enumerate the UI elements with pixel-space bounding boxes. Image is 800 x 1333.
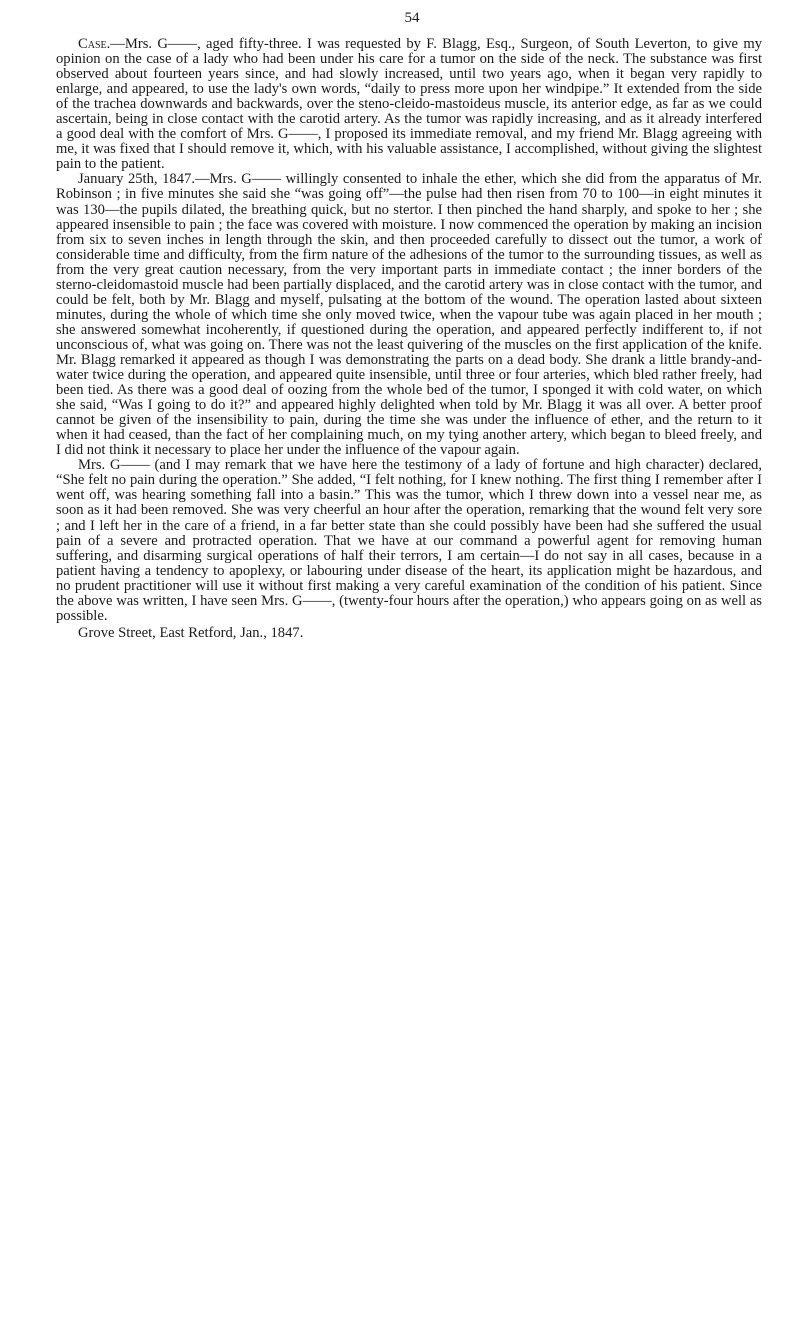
paragraph-operation (56, 172, 762, 458)
signoff-location-date: Grove Street, East Retford, Jan., 1847. (78, 624, 304, 641)
paragraph-case (56, 37, 762, 172)
paragraph-testimony (56, 458, 762, 624)
paragraph-text: Mrs. G—— (and I may remark that we have here the testimony of a lady of fortune and high character) declared, “She felt no pain during the operation.” She added, “I felt nothing, for I knew nothing. The first thing I remember after I went off, was hearing something fall into a basin.” This was the tumor, which I threw down into a vessel near me, as soon as it had been removed. She was very cheerful an hour after the operation, remarking that the wound felt very sore ; and I left her in the care of a friend, in a far better state than she could possibly have been had she suffered the usual pain of a severe and protracted operation. That we have at our command a powerful agent for removing human suffering, and disarming surgical operations of half their terrors, I am certain—I do not say in all cases, because in a patient having a tendency to apoplexy, or labouring under disease of the heart, its application might be hazardous, and no prudent practitioner will use it without first making a very careful examination of the condition of his patient. Since the above was written, I have seen Mrs. G——, (twenty-four hours after the operation,) who appears going on as well as possible. (56, 457, 762, 624)
paragraph-text: January 25th, 1847.—Mrs. G—— willingly consented to inhale the ether, which she did from the apparatus of Mr. Robinson ; in five minutes she said she “was going off”—the pulse had then risen from 70 to 100—in eight minutes it was 130—the pupils dilated, the breathing quick, but no stertor. I then pinched the hand sharply, and spoke to her ; she appeared insensible to pain ; the face was covered with moisture. I now commenced the operation by making an incision from six to seven inches in length through the skin, and then proceeded carefully to dissect out the tumor, a work of considerable time and difficulty, from the firm nature of the adhesions of the tumor to the surrounding tissues, as well as from the very great caution necessary, from the very important parts in immediate contact ; the inner borders of the sterno-cleidomastoid muscle had been partially displaced, and the carotid artery was in close contact with the tumor, and could be felt, both by Mr. Blagg and myself, pulsating at the bottom of the wound. The operation lasted about sixteen minutes, during the whole of which time she only moved twice, when the vapour tube was again placed in her mouth ; she answered somewhat incoherently, if questioned during the operation, and appeared perfectly indifferent to, if not unconscious of, what was going on. There was not the least quivering of the muscles on the first application of the knife. Mr. Blagg remarked it appeared as though I was demonstrating the parts on a dead body. She drank a little brandy-and-water twice during the operation, and appeared quite insensible, until three or four arteries, which bled rather freely, had been tied. As there was a good deal of oozing from the whole bed of the tumor, I sponged it with cold water, on which she said, “Was I going to do it?” and appeared highly delighted when told by Mr. Blagg it was all over. A better proof cannot be given of the insensibility to pain, during the time she was under the influence of ether, and the return to it when it had ceased, than the fact of her complaining much, on my tying another artery, which began to bleed freely, and I did not think it necessary to place her under the influence of the vapour again. (56, 171, 762, 459)
document-page (56, 10, 762, 641)
paragraph-text: —Mrs. G——, aged fifty-three. I was requested by F. Blagg, Esq., Surgeon, of South Leverton, to give my opinion on the case of a lady who had been under his care for a tumor on the side of the neck. The substance was first observed about fourteen years since, and had slowly increased, until two years ago, when it began very rapidly to enlarge, and appeared, to use the lady's own words, “daily to press more upon her windpipe.” It extended from the side of the trachea downwards and backwards, over the steno-cleido-mastoideus muscle, its anterior edge, as far as we could ascertain, being in close contact with the carotid artery. As the tumor was rapidly increasing, and as it already interfered a good deal with the comfort of Mrs. G——, I proposed its immediate removal, and my friend Mr. Blagg agreeing with me, it was fixed that I should remove it, which, with his valuable assistance, I accomplished, without giving the slightest pain to the patient. (56, 36, 762, 173)
page-number: 54 (404, 10, 420, 26)
case-label: Case. (78, 36, 111, 52)
